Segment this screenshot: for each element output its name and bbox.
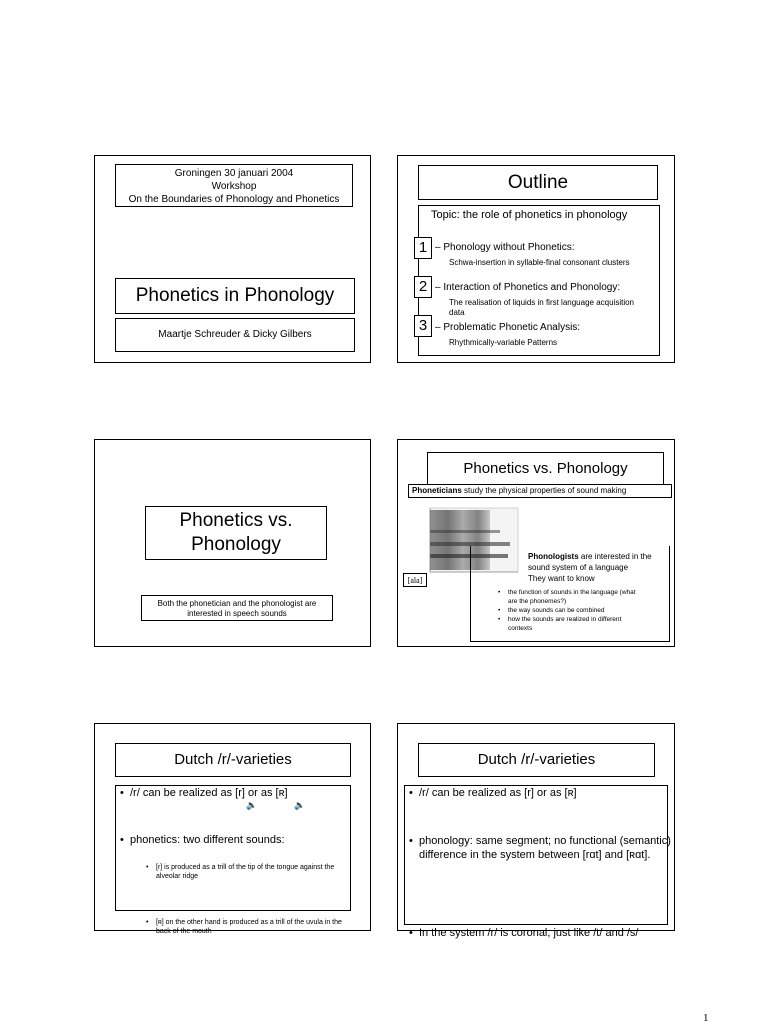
slide-2 (397, 155, 675, 363)
outline-item-1-sub: Schwa-insertion in syllable-final consonant clusters (449, 258, 630, 267)
outline-item-2-sub: The realisation of liquids in first language acquisition data (449, 298, 634, 317)
outline-number-1: 1 (414, 237, 432, 259)
slide-3 (94, 439, 371, 647)
slide1-title: Phonetics in Phonology (135, 285, 335, 306)
slide1-subtitle: On the Boundaries of Phonology and Phonetics (128, 194, 340, 205)
slide5-sub1: • [r] is produced as a trill of the tip of the tongue against the alveolar ridge (146, 863, 352, 881)
phoneticians-box (408, 484, 672, 498)
slide6-title: Dutch /r/-varieties (477, 751, 596, 768)
phonologists-want: They want to know (528, 574, 595, 583)
slide1-date: Groningen 30 januari 2004 (174, 168, 294, 179)
slide-4 (397, 439, 675, 647)
slide1-workshop: Workshop (211, 181, 257, 192)
spectrogram-label: [ala] (403, 573, 427, 587)
phoneticians-text: study the physical properties of sound making (461, 486, 627, 495)
slide3-title: Phonetics vs. Phonology (179, 510, 293, 555)
list-item: • how the sounds are realized in different contexts (498, 615, 646, 633)
slide5-line2: • phonetics: two different sounds: (120, 834, 354, 846)
slide2-topic: Topic: the role of phonetics in phonology (431, 209, 628, 221)
slide2-title: Outline (507, 172, 569, 193)
slide3-note: Both the phonetician and the phonologist are interested in speech sounds (157, 599, 317, 618)
page-number: 1 (703, 1012, 709, 1024)
outline-item-3-sub: Rhythmically-variable Patterns (449, 338, 558, 347)
slide-6 (397, 723, 675, 939)
slide6-line3: • In the system /r/ is coronal, just like /t/ and /s/ (409, 926, 671, 941)
slide1-header-box (115, 164, 353, 207)
slide6-content-box (404, 785, 671, 939)
slide3-note-box (141, 595, 333, 621)
phoneticians-label: Phoneticians (412, 486, 462, 495)
slide6-line1: • /r/ can be realized as [r] or as [ʀ] (409, 787, 671, 799)
slide6-line2: • phonology: same segment; no functional (semantic) difference in the system between [rɑt] and [ʀɑt]. (409, 834, 671, 862)
speaker-icon[interactable]: 🔈 (246, 800, 258, 810)
slide5-title: Dutch /r/-varieties (174, 751, 292, 768)
slide1-authors-box (115, 318, 355, 352)
list-item: • the way sounds can be combined (498, 606, 646, 615)
slide5-sub2: • [ʀ] on the other hand is produced as a trill of the uvula in the back of the mouth (146, 918, 352, 936)
phonologists-label: Phonologists (528, 552, 579, 561)
slide4-title-box (427, 452, 664, 485)
outline-number-2: 2 (414, 276, 432, 298)
slide2-title-box (418, 165, 658, 200)
outline-item-3-title: – Problematic Phonetic Analysis: (435, 322, 581, 333)
list-item: • the function of sounds in the language (what are the phonemes?) (498, 588, 646, 606)
outline-item-2-title: – Interaction of Phonetics and Phonology: (435, 282, 621, 293)
slide5-line1: • /r/ can be realized as [r] or as [ʀ] (120, 787, 354, 799)
slide5-content-box (115, 785, 351, 935)
slide-5 (94, 723, 371, 935)
slide2-content-box (418, 205, 660, 356)
slide3-title-box (145, 506, 327, 560)
slide6-title-box (418, 743, 655, 777)
outline-number-3: 3 (414, 315, 432, 337)
outline-item-1-title: – Phonology without Phonetics: (435, 242, 575, 253)
slide5-title-box (115, 743, 351, 777)
phonologists-bullets (498, 588, 646, 633)
slide-1 (94, 155, 371, 363)
speaker-icon[interactable]: 🔈 (294, 800, 306, 810)
slide1-authors: Maartje Schreuder & Dicky Gilbers (158, 329, 312, 340)
phonologists-rest: are interested in the sound system of a language (528, 552, 652, 572)
slide1-title-box (115, 278, 355, 314)
slide4-title: Phonetics vs. Phonology (463, 460, 628, 477)
